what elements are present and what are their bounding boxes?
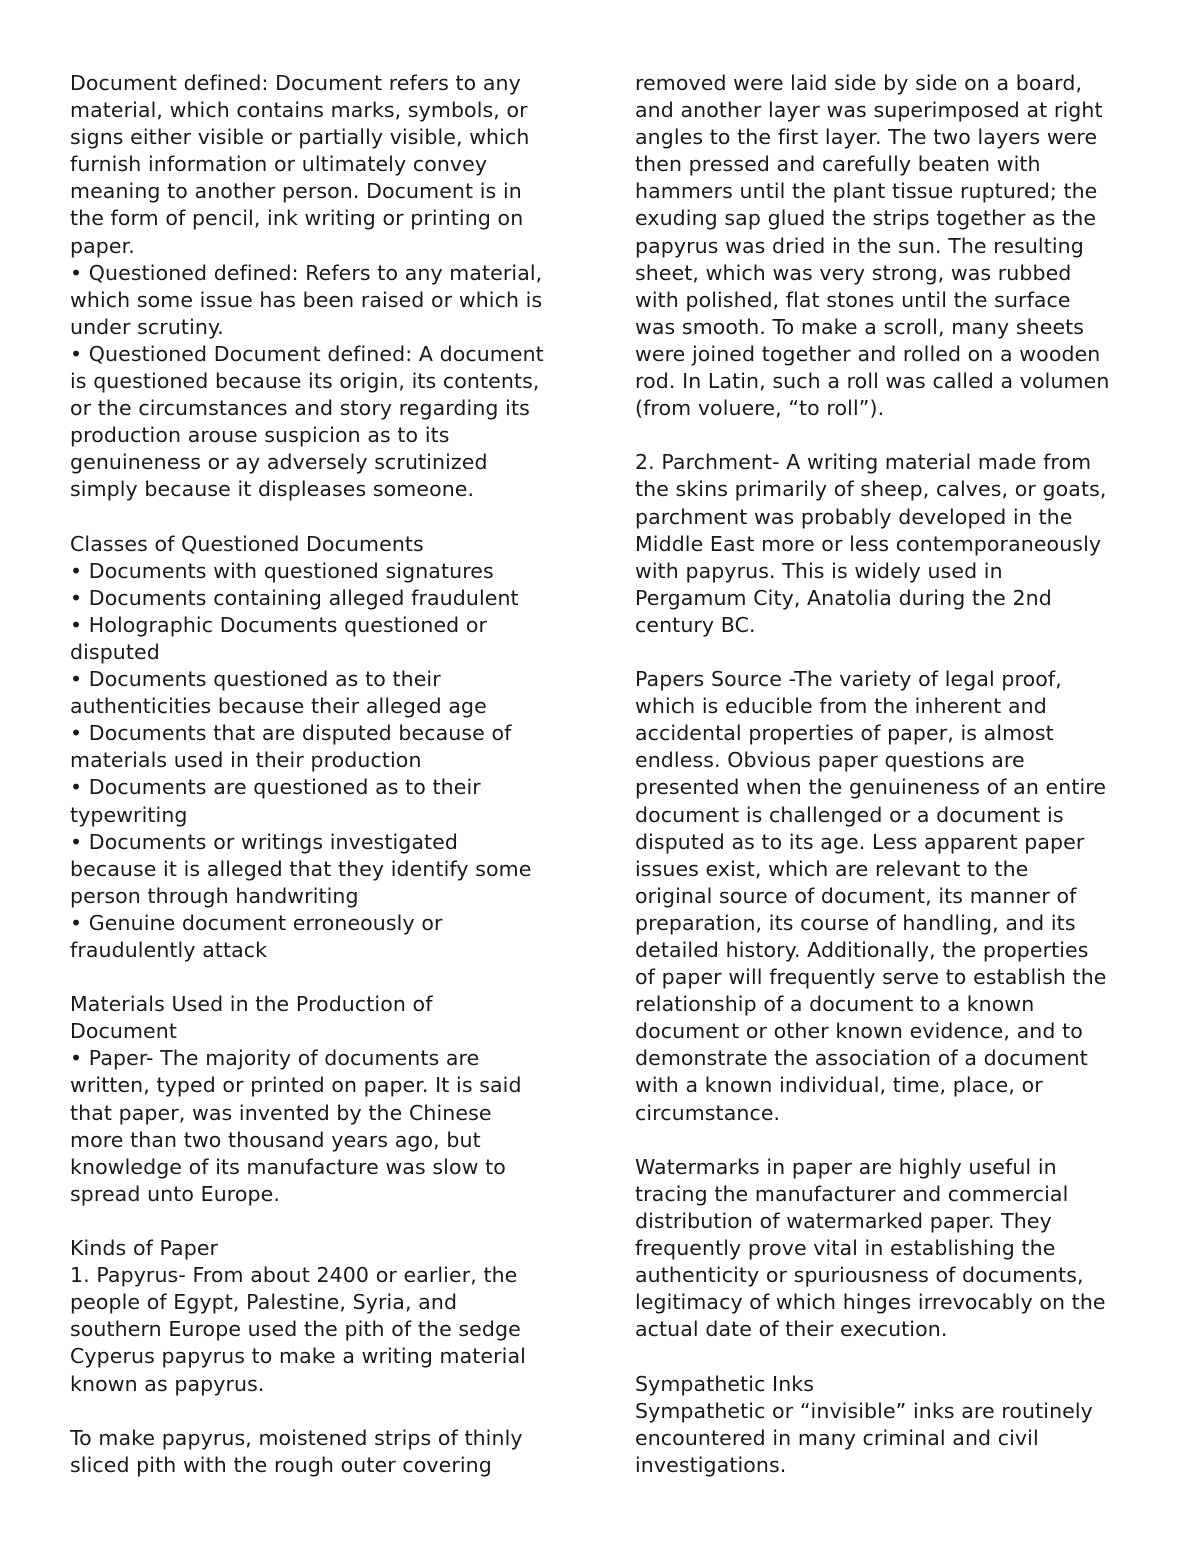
right-column-text-line: Papers Source -The variety of legal proof, — [635, 667, 1062, 692]
left-column-text-line: Materials Used in the Production of — [70, 992, 433, 1017]
left-column-text-line: • Documents with questioned signatures — [70, 558, 494, 583]
right-column-text-line: relationship of a document to a known — [635, 992, 1035, 1017]
right-column-text-line: Middle East more or less contemporaneously — [635, 531, 1102, 556]
left-column-text-line: Classes of Questioned Documents — [70, 531, 424, 556]
left-column-text-line: genuineness or ay adversely scrutinized — [70, 450, 488, 475]
left-column-text-line: signs either visible or partially visible, which — [70, 125, 530, 150]
left-column-text-line: or the circumstances and story regarding its — [70, 396, 530, 421]
right-column-blank-line — [635, 1343, 1165, 1370]
right-column-text-line: original source of document, its manner of — [635, 883, 1077, 908]
right-column-text-line: investigations. — [635, 1452, 787, 1477]
right-column-text-line: the skins primarily of sheep, calves, or goats, — [635, 477, 1107, 502]
right-column-text-line: distribution of watermarked paper. They — [635, 1208, 1052, 1233]
left-column-text-line: more than two thousand years ago, but — [70, 1127, 481, 1152]
left-column-text-line: Document — [70, 1019, 178, 1044]
right-column-text-line: Sympathetic or “invisible” inks are routinely — [635, 1398, 1093, 1423]
left-column-text-line: simply because it displeases someone. — [70, 477, 475, 502]
right-column-text-line: legitimacy of which hinges irrevocably on the — [635, 1290, 1106, 1315]
right-column-blank-line — [635, 422, 1165, 449]
right-column-text-line: with polished, flat stones until the surface — [635, 287, 1071, 312]
left-column-text-line: fraudulently attack — [70, 938, 268, 962]
right-column-text-line: with a known individual, time, place, or — [635, 1073, 1043, 1098]
left-column-text-line: • Documents are questioned as to their — [70, 775, 481, 800]
right-column-text-line: sheet, which was very strong, was rubbed — [635, 260, 1072, 285]
right-column-text-line: presented when the genuineness of an entire — [635, 775, 1107, 800]
right-text-column — [635, 70, 1165, 1479]
left-column-text-line: that paper, was invented by the Chinese — [70, 1100, 492, 1125]
right-column-text-line: Pergamum City, Anatolia during the 2nd — [635, 585, 1052, 610]
right-column-text-line: preparation, its course of handling, and its — [635, 910, 1076, 935]
right-column-text-line: detailed history. Additionally, the properties — [635, 938, 1089, 962]
left-column-text-line: meaning to another person. Document is in — [70, 179, 522, 204]
right-column-text-line: of paper will frequently serve to establish the — [635, 965, 1107, 990]
left-column-text-line: To make papyrus, moistened strips of thinly — [70, 1425, 523, 1450]
left-column-text-line: known as papyrus. — [70, 1371, 265, 1396]
left-column-text-line: typewriting — [70, 802, 188, 827]
left-column-text-line: people of Egypt, Palestine, Syria, and — [70, 1290, 458, 1315]
right-column-text-line: authenticity or spuriousness of documents, — [635, 1263, 1084, 1288]
left-column-text-line: • Documents containing alleged fraudulent — [70, 585, 519, 610]
left-column-blank-line — [70, 1398, 600, 1425]
left-column-text-line: southern Europe used the pith of the sedge — [70, 1317, 521, 1342]
left-column-text-line: • Genuine document erroneously or — [70, 910, 443, 935]
left-column-text-line: is questioned because its origin, its contents, — [70, 369, 540, 394]
right-column-text-line: and another layer was superimposed at right — [635, 98, 1103, 123]
left-column-text-line: furnish information or ultimately convey — [70, 152, 488, 177]
right-column-text-line: Watermarks in paper are highly useful in — [635, 1154, 1057, 1179]
right-column-text-line: which is educible from the inherent and — [635, 694, 1047, 719]
left-column-text-line: knowledge of its manufacture was slow to — [70, 1154, 506, 1179]
left-column-text-line: • Questioned Document defined: A document — [70, 341, 544, 366]
right-column-text-line: then pressed and carefully beaten with — [635, 152, 1041, 177]
right-column-text-line: accidental properties of paper, is almost — [635, 721, 1054, 746]
right-column-text-line: issues exist, which are relevant to the — [635, 856, 1029, 881]
left-column-text-line: 1. Papyrus- From about 2400 or earlier, the — [70, 1263, 518, 1288]
right-column-text-line: century BC. — [635, 612, 756, 637]
right-column-text-line: hammers until the plant tissue ruptured; the — [635, 179, 1098, 204]
right-column-text-line: demonstrate the association of a document — [635, 1046, 1088, 1071]
left-column-blank-line — [70, 504, 600, 531]
left-column-text-line: material, which contains marks, symbols, or — [70, 98, 528, 123]
left-column-text-line: Cyperus papyrus to make a writing material — [70, 1344, 526, 1369]
right-column-text-line: were joined together and rolled on a wooden — [635, 341, 1101, 366]
right-column-text-line: was smooth. To make a scroll, many sheets — [635, 314, 1085, 339]
right-column-text-line: endless. Obvious paper questions are — [635, 748, 1025, 773]
right-column-blank-line — [635, 1127, 1165, 1154]
left-column-text-line: • Questioned defined: Refers to any material, — [70, 260, 543, 285]
left-column-text-line: paper. — [70, 233, 135, 258]
right-column-text-line: (from voluere, “to roll”). — [635, 396, 885, 421]
left-column-text-line: • Paper- The majority of documents are — [70, 1046, 480, 1071]
right-column-text-line: actual date of their execution. — [635, 1317, 948, 1342]
left-column-text-line: person through handwriting — [70, 883, 359, 908]
right-column-text-line: frequently prove vital in establishing the — [635, 1236, 1056, 1261]
left-column-text-line: • Holographic Documents questioned or — [70, 612, 488, 637]
left-column-text-line: materials used in their production — [70, 748, 422, 773]
right-column-text-line: encountered in many criminal and civil — [635, 1425, 1039, 1450]
left-column-text-line: sliced pith with the rough outer covering — [70, 1452, 492, 1477]
left-column-text-line: authenticities because their alleged age — [70, 694, 487, 719]
left-column-text-line: written, typed or printed on paper. It is said — [70, 1073, 522, 1098]
right-column-text-line: exuding sap glued the strips together as the — [635, 206, 1097, 231]
right-column-text-line: circumstance. — [635, 1100, 781, 1125]
right-column-blank-line — [635, 639, 1165, 666]
left-column-blank-line — [70, 1208, 600, 1235]
right-column-text-line: angles to the first layer. The two layers were — [635, 125, 1098, 150]
left-column-text-line: spread unto Europe. — [70, 1181, 280, 1206]
left-text-column — [70, 70, 600, 1479]
left-column-text-line: • Documents or writings investigated — [70, 829, 459, 854]
right-column-text-line: document is challenged or a document is — [635, 802, 1064, 827]
left-column-text-line: Document defined: Document refers to any — [70, 71, 521, 95]
left-column-text-line: under scrutiny. — [70, 314, 224, 339]
right-column-text-line: 2. Parchment- A writing material made from — [635, 450, 1092, 475]
left-column-blank-line — [70, 964, 600, 991]
right-column-text-line: removed were laid side by side on a board, — [635, 71, 1083, 95]
left-column-text-line: • Documents questioned as to their — [70, 667, 441, 692]
left-column-text-line: which some issue has been raised or which is — [70, 287, 543, 312]
right-column-text-line: rod. In Latin, such a roll was called a volumen — [635, 369, 1110, 394]
right-column-text-line: with papyrus. This is widely used in — [635, 558, 1003, 583]
left-column-text-line: production arouse suspicion as to its — [70, 423, 450, 448]
right-column-text-line: tracing the manufacturer and commercial — [635, 1181, 1069, 1206]
left-column-text-line: Kinds of Paper — [70, 1236, 219, 1261]
right-column-text-line: document or other known evidence, and to — [635, 1019, 1083, 1044]
left-column-text-line: because it is alleged that they identify some — [70, 856, 532, 881]
left-column-text-line: the form of pencil, ink writing or printing on — [70, 206, 524, 231]
right-column-text-line: disputed as to its age. Less apparent paper — [635, 829, 1085, 854]
left-column-text-line: • Documents that are disputed because of — [70, 721, 512, 746]
right-column-text-line: papyrus was dried in the sun. The resulting — [635, 233, 1084, 258]
right-column-text-line: Sympathetic Inks — [635, 1371, 815, 1396]
left-column-text-line: disputed — [70, 639, 160, 664]
right-column-text-line: parchment was probably developed in the — [635, 504, 1073, 529]
